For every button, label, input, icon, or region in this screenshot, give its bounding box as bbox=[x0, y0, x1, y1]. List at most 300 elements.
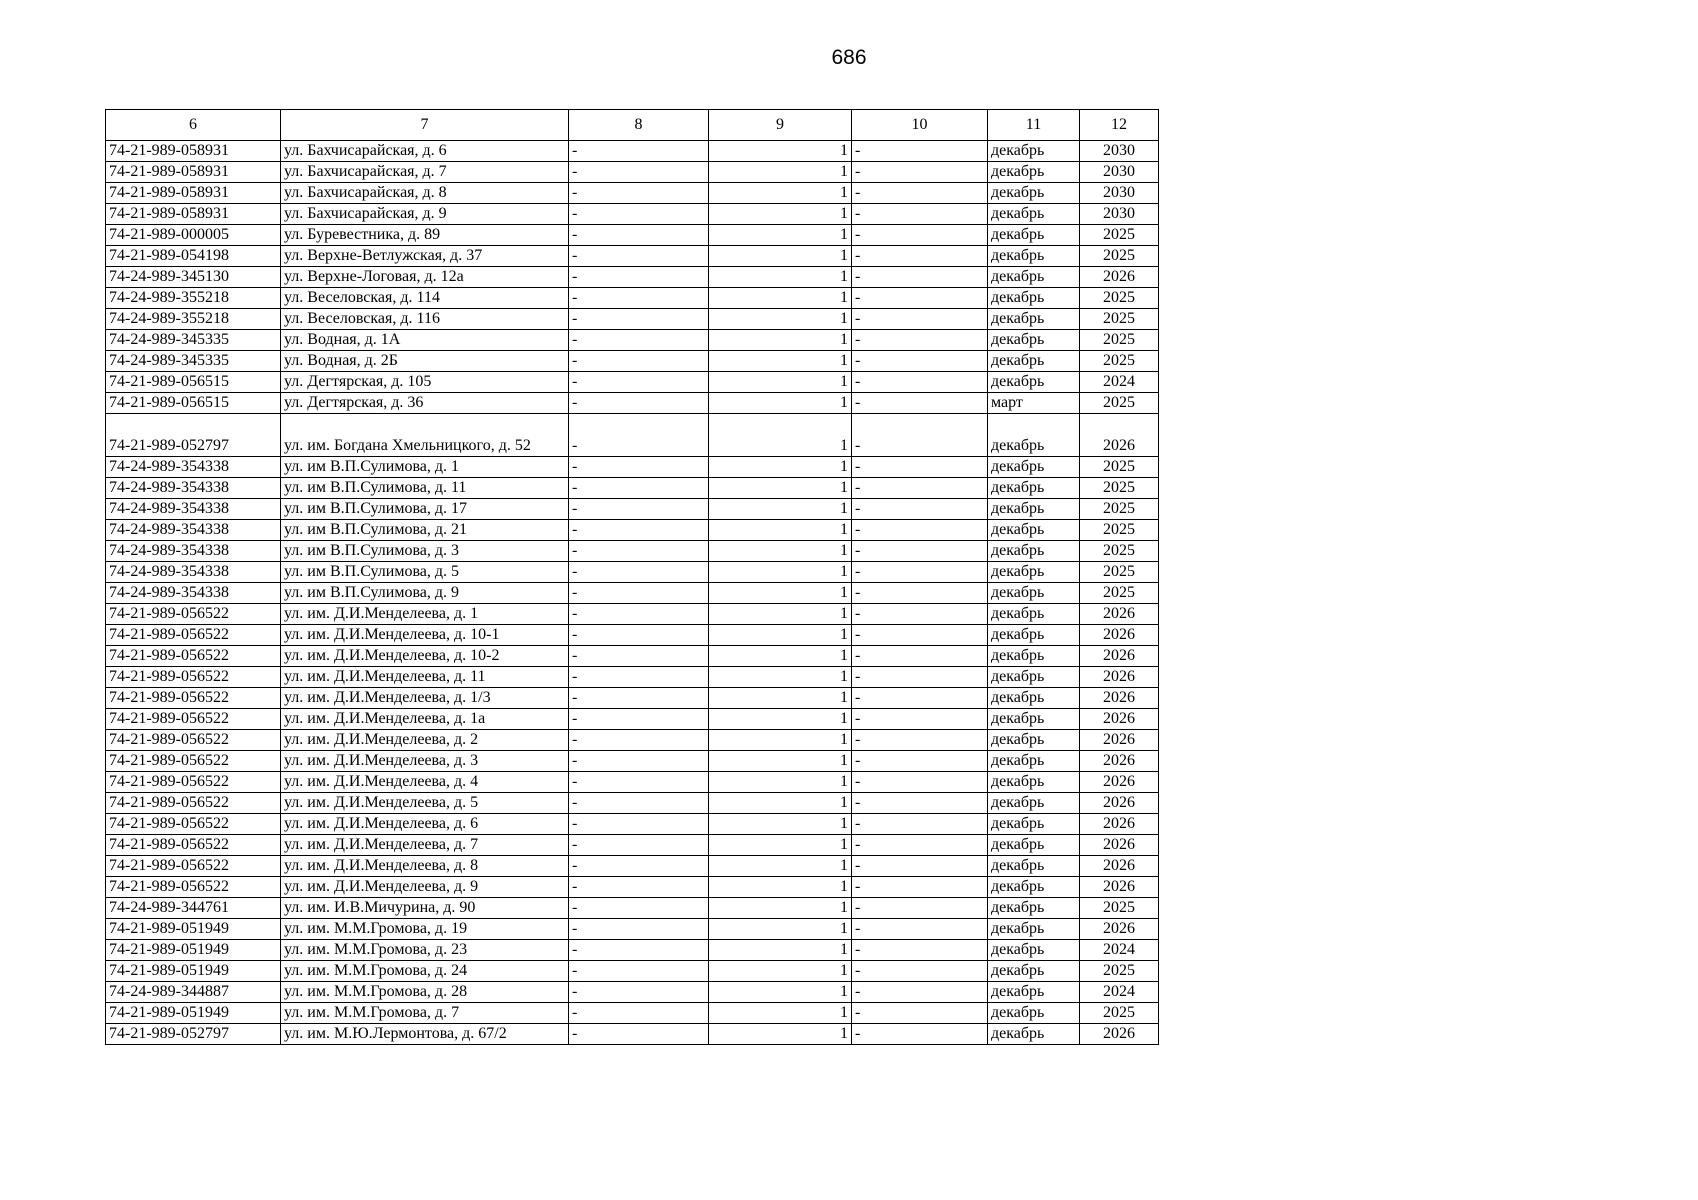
month-cell: декабрь bbox=[988, 814, 1080, 835]
column-10-cell: - bbox=[852, 330, 988, 351]
address-cell: ул. им. Д.И.Менделеева, д. 5 bbox=[281, 793, 569, 814]
column-10-cell: - bbox=[852, 288, 988, 309]
quantity-cell: 1 bbox=[709, 688, 852, 709]
column-8-cell: - bbox=[569, 919, 709, 940]
address-cell: ул. Буревестника, д. 89 bbox=[281, 225, 569, 246]
quantity-cell: 1 bbox=[709, 604, 852, 625]
table-row bbox=[106, 667, 1159, 688]
year-cell: 2025 bbox=[1080, 499, 1159, 520]
quantity-cell: 1 bbox=[709, 625, 852, 646]
month-cell: декабрь bbox=[988, 541, 1080, 562]
address-cell: ул. им. Д.И.Менделеева, д. 8 bbox=[281, 856, 569, 877]
month-cell: декабрь bbox=[988, 940, 1080, 961]
table-row bbox=[106, 625, 1159, 646]
address-cell: ул. Дегтярская, д. 36 bbox=[281, 393, 569, 414]
object-code-cell: 74-24-989-354338 bbox=[106, 478, 281, 499]
year-cell: 2030 bbox=[1080, 141, 1159, 162]
column-header: 8 bbox=[569, 110, 709, 141]
column-10-cell: - bbox=[852, 835, 988, 856]
table-row bbox=[106, 414, 1159, 457]
column-8-cell: - bbox=[569, 393, 709, 414]
column-8-cell: - bbox=[569, 246, 709, 267]
column-10-cell: - bbox=[852, 667, 988, 688]
column-header: 6 bbox=[106, 110, 281, 141]
object-code-cell: 74-21-989-051949 bbox=[106, 940, 281, 961]
table-row bbox=[106, 877, 1159, 898]
quantity-cell: 1 bbox=[709, 646, 852, 667]
address-cell: ул. им В.П.Сулимова, д. 11 bbox=[281, 478, 569, 499]
year-cell: 2025 bbox=[1080, 541, 1159, 562]
object-code-cell: 74-24-989-354338 bbox=[106, 583, 281, 604]
column-10-cell: - bbox=[852, 940, 988, 961]
year-cell: 2025 bbox=[1080, 288, 1159, 309]
address-cell: ул. им. Д.И.Менделеева, д. 11 bbox=[281, 667, 569, 688]
address-cell: ул. Бахчисарайская, д. 7 bbox=[281, 162, 569, 183]
month-cell: декабрь bbox=[988, 267, 1080, 288]
address-cell: ул. Водная, д. 2Б bbox=[281, 351, 569, 372]
quantity-cell: 1 bbox=[709, 709, 852, 730]
object-code-cell: 74-24-989-354338 bbox=[106, 541, 281, 562]
object-code-cell: 74-24-989-354338 bbox=[106, 562, 281, 583]
object-code-cell: 74-21-989-056515 bbox=[106, 372, 281, 393]
address-cell: ул. им В.П.Сулимова, д. 17 bbox=[281, 499, 569, 520]
object-code-cell: 74-24-989-354338 bbox=[106, 499, 281, 520]
quantity-cell: 1 bbox=[709, 982, 852, 1003]
year-cell: 2026 bbox=[1080, 730, 1159, 751]
quantity-cell: 1 bbox=[709, 583, 852, 604]
address-cell: ул. им В.П.Сулимова, д. 5 bbox=[281, 562, 569, 583]
month-cell: декабрь bbox=[988, 709, 1080, 730]
address-cell: ул. Верхне-Логовая, д. 12а bbox=[281, 267, 569, 288]
column-8-cell: - bbox=[569, 877, 709, 898]
object-code-cell: 74-21-989-056522 bbox=[106, 877, 281, 898]
table-row bbox=[106, 457, 1159, 478]
month-cell: декабрь bbox=[988, 204, 1080, 225]
column-header: 9 bbox=[709, 110, 852, 141]
column-8-cell: - bbox=[569, 562, 709, 583]
year-cell: 2024 bbox=[1080, 372, 1159, 393]
quantity-cell: 1 bbox=[709, 919, 852, 940]
column-8-cell: - bbox=[569, 141, 709, 162]
table-row bbox=[106, 1024, 1159, 1045]
column-8-cell: - bbox=[569, 688, 709, 709]
month-cell: декабрь bbox=[988, 330, 1080, 351]
address-cell: ул. Бахчисарайская, д. 9 bbox=[281, 204, 569, 225]
column-8-cell: - bbox=[569, 751, 709, 772]
column-10-cell: - bbox=[852, 499, 988, 520]
quantity-cell: 1 bbox=[709, 1003, 852, 1024]
column-8-cell: - bbox=[569, 898, 709, 919]
table-row bbox=[106, 856, 1159, 877]
object-code-cell: 74-24-989-354338 bbox=[106, 457, 281, 478]
table-row bbox=[106, 478, 1159, 499]
column-8-cell: - bbox=[569, 961, 709, 982]
column-8-cell: - bbox=[569, 667, 709, 688]
month-cell: декабрь bbox=[988, 919, 1080, 940]
address-cell: ул. им. Д.И.Менделеева, д. 1а bbox=[281, 709, 569, 730]
year-cell: 2026 bbox=[1080, 414, 1159, 457]
table-row bbox=[106, 604, 1159, 625]
page-number: 686 bbox=[831, 46, 867, 69]
column-8-cell: - bbox=[569, 709, 709, 730]
year-cell: 2030 bbox=[1080, 183, 1159, 204]
table-row bbox=[106, 351, 1159, 372]
address-cell: ул. Веселовская, д. 114 bbox=[281, 288, 569, 309]
year-cell: 2025 bbox=[1080, 562, 1159, 583]
column-8-cell: - bbox=[569, 414, 709, 457]
object-code-cell: 74-24-989-355218 bbox=[106, 309, 281, 330]
address-cell: ул. им. Д.И.Менделеева, д. 9 bbox=[281, 877, 569, 898]
table-row bbox=[106, 835, 1159, 856]
column-10-cell: - bbox=[852, 793, 988, 814]
month-cell: декабрь bbox=[988, 688, 1080, 709]
table-row bbox=[106, 562, 1159, 583]
quantity-cell: 1 bbox=[709, 225, 852, 246]
quantity-cell: 1 bbox=[709, 478, 852, 499]
object-code-cell: 74-21-989-051949 bbox=[106, 1003, 281, 1024]
month-cell: декабрь bbox=[988, 772, 1080, 793]
quantity-cell: 1 bbox=[709, 267, 852, 288]
year-cell: 2025 bbox=[1080, 961, 1159, 982]
column-10-cell: - bbox=[852, 372, 988, 393]
table-row bbox=[106, 898, 1159, 919]
column-10-cell: - bbox=[852, 961, 988, 982]
year-cell: 2025 bbox=[1080, 898, 1159, 919]
month-cell: декабрь bbox=[988, 667, 1080, 688]
table-row bbox=[106, 541, 1159, 562]
column-10-cell: - bbox=[852, 457, 988, 478]
column-8-cell: - bbox=[569, 1003, 709, 1024]
column-8-cell: - bbox=[569, 478, 709, 499]
address-cell: ул. им. Д.И.Менделеева, д. 1/3 bbox=[281, 688, 569, 709]
column-8-cell: - bbox=[569, 856, 709, 877]
column-10-cell: - bbox=[852, 541, 988, 562]
header-row bbox=[106, 110, 1159, 141]
month-cell: декабрь bbox=[988, 372, 1080, 393]
table-row bbox=[106, 520, 1159, 541]
column-8-cell: - bbox=[569, 457, 709, 478]
month-cell: декабрь bbox=[988, 898, 1080, 919]
column-10-cell: - bbox=[852, 562, 988, 583]
year-cell: 2026 bbox=[1080, 709, 1159, 730]
month-cell: декабрь bbox=[988, 246, 1080, 267]
month-cell: декабрь bbox=[988, 141, 1080, 162]
object-code-cell: 74-21-989-058931 bbox=[106, 183, 281, 204]
object-code-cell: 74-21-989-056522 bbox=[106, 835, 281, 856]
month-cell: декабрь bbox=[988, 793, 1080, 814]
month-cell: декабрь bbox=[988, 835, 1080, 856]
column-10-cell: - bbox=[852, 414, 988, 457]
column-10-cell: - bbox=[852, 646, 988, 667]
column-10-cell: - bbox=[852, 309, 988, 330]
month-cell: декабрь bbox=[988, 1024, 1080, 1045]
object-code-cell: 74-24-989-344887 bbox=[106, 982, 281, 1003]
column-8-cell: - bbox=[569, 940, 709, 961]
month-cell: декабрь bbox=[988, 478, 1080, 499]
object-code-cell: 74-21-989-056515 bbox=[106, 393, 281, 414]
quantity-cell: 1 bbox=[709, 541, 852, 562]
table-row bbox=[106, 183, 1159, 204]
address-cell: ул. им. Д.И.Менделеева, д. 10-1 bbox=[281, 625, 569, 646]
address-cell: ул. им. Д.И.Менделеева, д. 7 bbox=[281, 835, 569, 856]
month-cell: декабрь bbox=[988, 730, 1080, 751]
column-10-cell: - bbox=[852, 183, 988, 204]
month-cell: декабрь bbox=[988, 457, 1080, 478]
year-cell: 2025 bbox=[1080, 351, 1159, 372]
column-10-cell: - bbox=[852, 267, 988, 288]
column-10-cell: - bbox=[852, 583, 988, 604]
object-code-cell: 74-21-989-056522 bbox=[106, 772, 281, 793]
column-10-cell: - bbox=[852, 225, 988, 246]
year-cell: 2025 bbox=[1080, 393, 1159, 414]
table-row bbox=[106, 267, 1159, 288]
table-row bbox=[106, 688, 1159, 709]
quantity-cell: 1 bbox=[709, 183, 852, 204]
year-cell: 2024 bbox=[1080, 982, 1159, 1003]
table-row bbox=[106, 730, 1159, 751]
column-8-cell: - bbox=[569, 982, 709, 1003]
address-cell: ул. им В.П.Сулимова, д. 1 bbox=[281, 457, 569, 478]
object-code-cell: 74-21-989-051949 bbox=[106, 919, 281, 940]
object-code-cell: 74-21-989-054198 bbox=[106, 246, 281, 267]
month-cell: март bbox=[988, 393, 1080, 414]
address-cell: ул. им. Д.И.Менделеева, д. 4 bbox=[281, 772, 569, 793]
column-10-cell: - bbox=[852, 393, 988, 414]
object-code-cell: 74-24-989-345335 bbox=[106, 351, 281, 372]
object-code-cell: 74-21-989-056522 bbox=[106, 709, 281, 730]
quantity-cell: 1 bbox=[709, 520, 852, 541]
month-cell: декабрь bbox=[988, 877, 1080, 898]
table-row bbox=[106, 204, 1159, 225]
year-cell: 2026 bbox=[1080, 793, 1159, 814]
table-row bbox=[106, 940, 1159, 961]
month-cell: декабрь bbox=[988, 604, 1080, 625]
quantity-cell: 1 bbox=[709, 204, 852, 225]
month-cell: декабрь bbox=[988, 856, 1080, 877]
month-cell: декабрь bbox=[988, 1003, 1080, 1024]
year-cell: 2025 bbox=[1080, 330, 1159, 351]
year-cell: 2025 bbox=[1080, 225, 1159, 246]
quantity-cell: 1 bbox=[709, 562, 852, 583]
column-10-cell: - bbox=[852, 982, 988, 1003]
table-row bbox=[106, 141, 1159, 162]
quantity-cell: 1 bbox=[709, 499, 852, 520]
table-body bbox=[106, 141, 1159, 1045]
quantity-cell: 1 bbox=[709, 856, 852, 877]
address-cell: ул. им В.П.Сулимова, д. 9 bbox=[281, 583, 569, 604]
column-8-cell: - bbox=[569, 604, 709, 625]
column-header: 11 bbox=[988, 110, 1080, 141]
column-8-cell: - bbox=[569, 309, 709, 330]
month-cell: декабрь bbox=[988, 562, 1080, 583]
year-cell: 2026 bbox=[1080, 856, 1159, 877]
column-10-cell: - bbox=[852, 520, 988, 541]
quantity-cell: 1 bbox=[709, 414, 852, 457]
month-cell: декабрь bbox=[988, 183, 1080, 204]
object-code-cell: 74-21-989-056522 bbox=[106, 730, 281, 751]
quantity-cell: 1 bbox=[709, 457, 852, 478]
object-code-cell: 74-21-989-058931 bbox=[106, 141, 281, 162]
address-cell: ул. им. М.М.Громова, д. 28 bbox=[281, 982, 569, 1003]
quantity-cell: 1 bbox=[709, 667, 852, 688]
column-header: 12 bbox=[1080, 110, 1159, 141]
object-code-cell: 74-21-989-056522 bbox=[106, 646, 281, 667]
year-cell: 2026 bbox=[1080, 814, 1159, 835]
quantity-cell: 1 bbox=[709, 961, 852, 982]
quantity-cell: 1 bbox=[709, 877, 852, 898]
column-8-cell: - bbox=[569, 183, 709, 204]
month-cell: декабрь bbox=[988, 982, 1080, 1003]
quantity-cell: 1 bbox=[709, 309, 852, 330]
address-cell: ул. им. Д.И.Менделеева, д. 3 bbox=[281, 751, 569, 772]
quantity-cell: 1 bbox=[709, 772, 852, 793]
object-code-cell: 74-24-989-345335 bbox=[106, 330, 281, 351]
table-row bbox=[106, 225, 1159, 246]
table-row bbox=[106, 709, 1159, 730]
object-code-cell: 74-24-989-345130 bbox=[106, 267, 281, 288]
year-cell: 2026 bbox=[1080, 919, 1159, 940]
column-10-cell: - bbox=[852, 856, 988, 877]
address-cell: ул. им. М.М.Громова, д. 19 bbox=[281, 919, 569, 940]
object-code-cell: 74-21-989-056522 bbox=[106, 793, 281, 814]
column-8-cell: - bbox=[569, 625, 709, 646]
column-8-cell: - bbox=[569, 541, 709, 562]
column-8-cell: - bbox=[569, 351, 709, 372]
column-10-cell: - bbox=[852, 688, 988, 709]
address-cell: ул. им В.П.Сулимова, д. 3 bbox=[281, 541, 569, 562]
address-cell: ул. им. М.М.Громова, д. 7 bbox=[281, 1003, 569, 1024]
table-row bbox=[106, 1003, 1159, 1024]
year-cell: 2026 bbox=[1080, 877, 1159, 898]
object-code-cell: 74-21-989-052797 bbox=[106, 1024, 281, 1045]
object-code-cell: 74-24-989-354338 bbox=[106, 520, 281, 541]
year-cell: 2030 bbox=[1080, 204, 1159, 225]
address-cell: ул. им В.П.Сулимова, д. 21 bbox=[281, 520, 569, 541]
table-row bbox=[106, 309, 1159, 330]
column-8-cell: - bbox=[569, 793, 709, 814]
object-code-cell: 74-21-989-058931 bbox=[106, 162, 281, 183]
year-cell: 2026 bbox=[1080, 667, 1159, 688]
quantity-cell: 1 bbox=[709, 351, 852, 372]
address-cell: ул. Водная, д. 1А bbox=[281, 330, 569, 351]
address-cell: ул. Верхне-Ветлужская, д. 37 bbox=[281, 246, 569, 267]
table-row bbox=[106, 793, 1159, 814]
address-cell: ул. им. Д.И.Менделеева, д. 1 bbox=[281, 604, 569, 625]
object-code-cell: 74-21-989-056522 bbox=[106, 625, 281, 646]
address-cell: ул. им. Д.И.Менделеева, д. 6 bbox=[281, 814, 569, 835]
column-8-cell: - bbox=[569, 288, 709, 309]
column-10-cell: - bbox=[852, 351, 988, 372]
year-cell: 2025 bbox=[1080, 478, 1159, 499]
quantity-cell: 1 bbox=[709, 393, 852, 414]
column-10-cell: - bbox=[852, 204, 988, 225]
object-code-cell: 74-21-989-056522 bbox=[106, 814, 281, 835]
quantity-cell: 1 bbox=[709, 814, 852, 835]
object-code-cell: 74-21-989-056522 bbox=[106, 688, 281, 709]
table-row bbox=[106, 772, 1159, 793]
column-10-cell: - bbox=[852, 141, 988, 162]
object-code-cell: 74-21-989-051949 bbox=[106, 961, 281, 982]
year-cell: 2025 bbox=[1080, 520, 1159, 541]
table-row bbox=[106, 330, 1159, 351]
column-8-cell: - bbox=[569, 520, 709, 541]
table-row bbox=[106, 288, 1159, 309]
month-cell: декабрь bbox=[988, 288, 1080, 309]
year-cell: 2026 bbox=[1080, 1024, 1159, 1045]
address-cell: ул. им. Д.И.Менделеева, д. 10-2 bbox=[281, 646, 569, 667]
month-cell: декабрь bbox=[988, 499, 1080, 520]
month-cell: декабрь bbox=[988, 520, 1080, 541]
column-10-cell: - bbox=[852, 246, 988, 267]
month-cell: декабрь bbox=[988, 225, 1080, 246]
object-code-cell: 74-21-989-000005 bbox=[106, 225, 281, 246]
address-cell: ул. им. Д.И.Менделеева, д. 2 bbox=[281, 730, 569, 751]
column-8-cell: - bbox=[569, 225, 709, 246]
table-row bbox=[106, 646, 1159, 667]
address-cell: ул. Дегтярская, д. 105 bbox=[281, 372, 569, 393]
year-cell: 2024 bbox=[1080, 940, 1159, 961]
column-10-cell: - bbox=[852, 478, 988, 499]
quantity-cell: 1 bbox=[709, 246, 852, 267]
year-cell: 2025 bbox=[1080, 583, 1159, 604]
month-cell: декабрь bbox=[988, 646, 1080, 667]
column-8-cell: - bbox=[569, 646, 709, 667]
column-10-cell: - bbox=[852, 919, 988, 940]
quantity-cell: 1 bbox=[709, 835, 852, 856]
table-row bbox=[106, 393, 1159, 414]
year-cell: 2026 bbox=[1080, 772, 1159, 793]
column-10-cell: - bbox=[852, 751, 988, 772]
quantity-cell: 1 bbox=[709, 288, 852, 309]
table-row bbox=[106, 499, 1159, 520]
column-8-cell: - bbox=[569, 372, 709, 393]
column-10-cell: - bbox=[852, 772, 988, 793]
year-cell: 2026 bbox=[1080, 604, 1159, 625]
quantity-cell: 1 bbox=[709, 330, 852, 351]
year-cell: 2025 bbox=[1080, 246, 1159, 267]
object-code-cell: 74-21-989-056522 bbox=[106, 604, 281, 625]
address-cell: ул. им. М.М.Громова, д. 23 bbox=[281, 940, 569, 961]
month-cell: декабрь bbox=[988, 351, 1080, 372]
table-row bbox=[106, 246, 1159, 267]
column-10-cell: - bbox=[852, 1024, 988, 1045]
quantity-cell: 1 bbox=[709, 898, 852, 919]
month-cell: декабрь bbox=[988, 583, 1080, 604]
column-8-cell: - bbox=[569, 267, 709, 288]
table-row bbox=[106, 583, 1159, 604]
month-cell: декабрь bbox=[988, 751, 1080, 772]
column-header: 7 bbox=[281, 110, 569, 141]
month-cell: декабрь bbox=[988, 414, 1080, 457]
object-code-cell: 74-24-989-355218 bbox=[106, 288, 281, 309]
address-cell: ул. Бахчисарайская, д. 8 bbox=[281, 183, 569, 204]
column-8-cell: - bbox=[569, 1024, 709, 1045]
month-cell: декабрь bbox=[988, 162, 1080, 183]
object-code-cell: 74-21-989-056522 bbox=[106, 751, 281, 772]
year-cell: 2026 bbox=[1080, 835, 1159, 856]
quantity-cell: 1 bbox=[709, 372, 852, 393]
address-cell: ул. им. М.М.Громова, д. 24 bbox=[281, 961, 569, 982]
quantity-cell: 1 bbox=[709, 793, 852, 814]
column-8-cell: - bbox=[569, 499, 709, 520]
column-8-cell: - bbox=[569, 162, 709, 183]
column-10-cell: - bbox=[852, 898, 988, 919]
column-8-cell: - bbox=[569, 583, 709, 604]
year-cell: 2030 bbox=[1080, 162, 1159, 183]
address-cell: ул. Веселовская, д. 116 bbox=[281, 309, 569, 330]
address-cell: ул. Бахчисарайская, д. 6 bbox=[281, 141, 569, 162]
table-row bbox=[106, 919, 1159, 940]
